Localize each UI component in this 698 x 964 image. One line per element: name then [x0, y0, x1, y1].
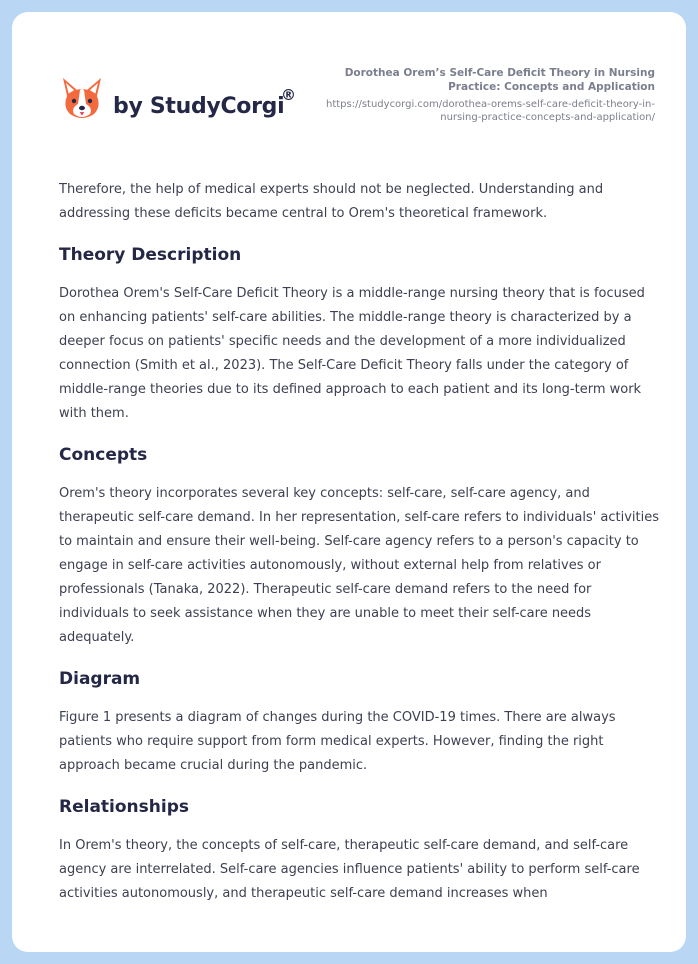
logo-text: by StudyCorgi [113, 94, 285, 119]
section-text-concepts: Orem's theory incorporates several key concepts: self-care, self-care agency, and therapeutic self-care demand. In her representation, self-care refers to individuals' activities to maintain and ensure their well-being. Self-care agency refers to a person's capacity to engage in self-care activities autonomously, without external help from relatives or professionals (Tanaka, 2022). Therapeutic self-care demand refers to the need for individuals to seek assistance when they are unable to meet their self-care needs adequately. [59, 486, 660, 645]
document-page [12, 12, 686, 952]
section-text-relationships: In Orem's theory, the concepts of self-care, therapeutic self-care demand, and self-care agency are interrelated. Self-care agencies influence patients' ability to perform self-care activities autonomously, and therapeutic self-care demand increases when [59, 838, 640, 901]
studycorgi-logo[interactable] [60, 76, 310, 128]
source-title: Dorothea Orem’s Self-Care Deficit Theory in Nursing Practice: Concepts and Application [344, 67, 655, 93]
source-url[interactable]: https://studycorgi.com/dorothea-orems-self-care-deficit-theory-in-nursing-practice-concepts-and-application/ [325, 99, 655, 123]
section-text-diagram: Figure 1 presents a diagram of changes during the COVID-19 times. There are always patients who require support from form medical experts. However, finding the right approach became crucial during the pandemic. [59, 710, 616, 773]
corgi-icon [60, 76, 104, 124]
section-heading-relationships: Relationships [59, 797, 189, 817]
article-body [59, 178, 659, 906]
intro-paragraph: Therefore, the help of medical experts should not be neglected. Understanding and addressing these deficits became central to Orem's theoretical framework. [59, 182, 604, 221]
section-heading-diagram: Diagram [59, 669, 141, 689]
source-info [315, 66, 655, 124]
section-text-theory-description: Dorothea Orem's Self-Care Deficit Theory is a middle-range nursing theory that is focused on enhancing patients' self-care abilities. The middle-range theory is characterized by a deeper focus on patients' specific needs and the development of a more individualized connection (Smith et al., 2023). The Self-Care Deficit Theory falls under the category of middle-range theories due to its defined approach to each patient and its long-term work with them. [59, 286, 645, 421]
section-heading-theory-description: Theory Description [59, 245, 242, 265]
registered-mark: ® [281, 86, 296, 104]
page-header [12, 12, 686, 162]
section-heading-concepts: Concepts [59, 445, 148, 465]
